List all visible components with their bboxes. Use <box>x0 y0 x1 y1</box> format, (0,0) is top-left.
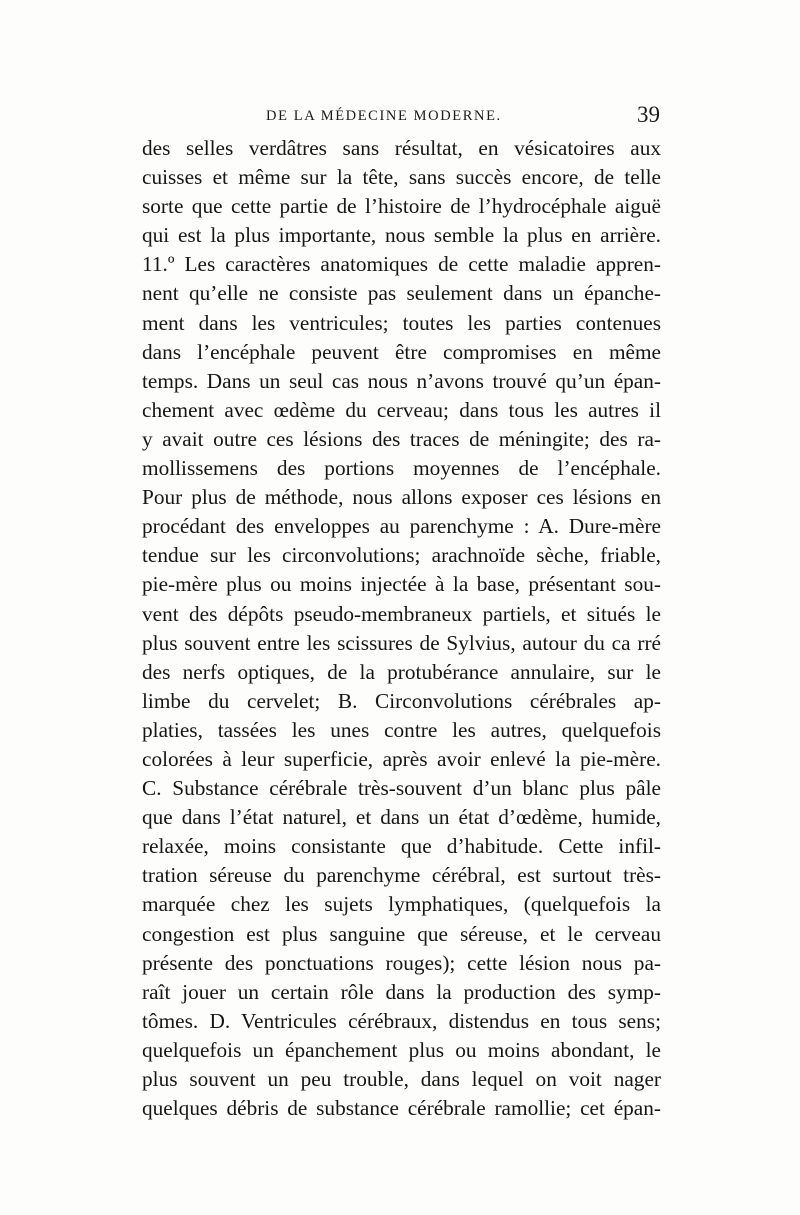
running-head <box>140 102 660 132</box>
text-line: limbe du cervelet; B. Circonvolutions cérébrales ap- <box>142 688 661 713</box>
text-line: Pour plus de méthode, nous allons exposer ces lésions en <box>142 485 661 510</box>
text-line: y avait outre ces lésions des traces de méningite; des ra- <box>142 426 661 451</box>
text-line: 11.º Les caractères anatomiques de cette maladie appren- <box>142 252 661 277</box>
text-line: présente des ponctuations rouges); cette lésion nous pa- <box>142 950 661 975</box>
text-line: C. Substance cérébrale très-souvent d’un blanc plus pâle <box>142 776 661 801</box>
text-line: marquée chez les sujets lymphatiques, (quelquefois la <box>142 892 661 917</box>
text-line: plus souvent un peu trouble, dans lequel on voit nager <box>142 1067 661 1091</box>
text-line: quelques débris de substance cérébrale ramollie; cet épan- <box>142 1096 661 1121</box>
text-line: sorte que cette partie de l’histoire de l’hydrocéphale aiguë <box>142 194 661 219</box>
text-line: raît jouer un certain rôle dans la production des symp- <box>142 979 661 1004</box>
text-line: quelquefois un épanchement plus ou moins abondant, le <box>142 1037 661 1062</box>
body-text <box>142 134 661 1123</box>
text-line: procédant des enveloppes au parenchyme : A. Dure-mère <box>142 514 661 539</box>
text-line: congestion est plus sanguine que séreuse, et le cerveau <box>142 921 661 946</box>
text-line: que dans l’état naturel, et dans un état d’œdème, humide, <box>142 805 661 830</box>
text-line: dans l’encéphale peuvent être compromises en même <box>142 339 661 364</box>
text-line: nent qu’elle ne consiste pas seulement dans un épanche- <box>142 281 661 306</box>
text-line: plus souvent entre les scissures de Sylvius, autour du ca rré <box>142 630 661 655</box>
text-line: temps. Dans un seul cas nous n’avons trouvé qu’un épan- <box>142 368 661 393</box>
text-line: cuisses et même sur la tête, sans succès encore, de telle <box>142 165 661 190</box>
text-line: des nerfs optiques, de la protubérance annulaire, sur le <box>142 659 661 684</box>
text-line: relaxée, moins consistante que d’habitude. Cette infil- <box>142 834 661 859</box>
text-line: platies, tassées les unes contre les autres, quelquefois <box>142 717 661 742</box>
text-line: pie-mère plus ou moins injectée à la base, présentant sou- <box>142 572 661 597</box>
text-line: tendue sur les circonvolutions; arachnoïde sèche, friable, <box>142 543 661 568</box>
text-line: vent des dépôts pseudo-membraneux partiels, et situés le <box>142 601 661 626</box>
running-title: DE LA MÉDECINE MODERNE. <box>266 108 502 124</box>
text-line: colorées à leur superficie, après avoir enlevé la pie-mère. <box>142 746 661 771</box>
page-number: 39 <box>637 102 660 127</box>
text-line: chement avec œdème du cerveau; dans tous les autres il <box>142 397 661 422</box>
text-line: tômes. D. Ventricules cérébraux, distendus en tous sens; <box>142 1008 661 1033</box>
text-line: mollissemens des portions moyennes de l’encéphale. <box>142 456 661 481</box>
text-line: des selles verdâtres sans résultat, en vésicatoires aux <box>142 136 661 160</box>
text-line: qui est la plus importante, nous semble la plus en arrière. <box>142 223 661 248</box>
text-line: tration séreuse du parenchyme cérébral, est surtout très- <box>142 863 661 888</box>
text-line: ment dans les ventricules; toutes les parties contenues <box>142 310 661 335</box>
